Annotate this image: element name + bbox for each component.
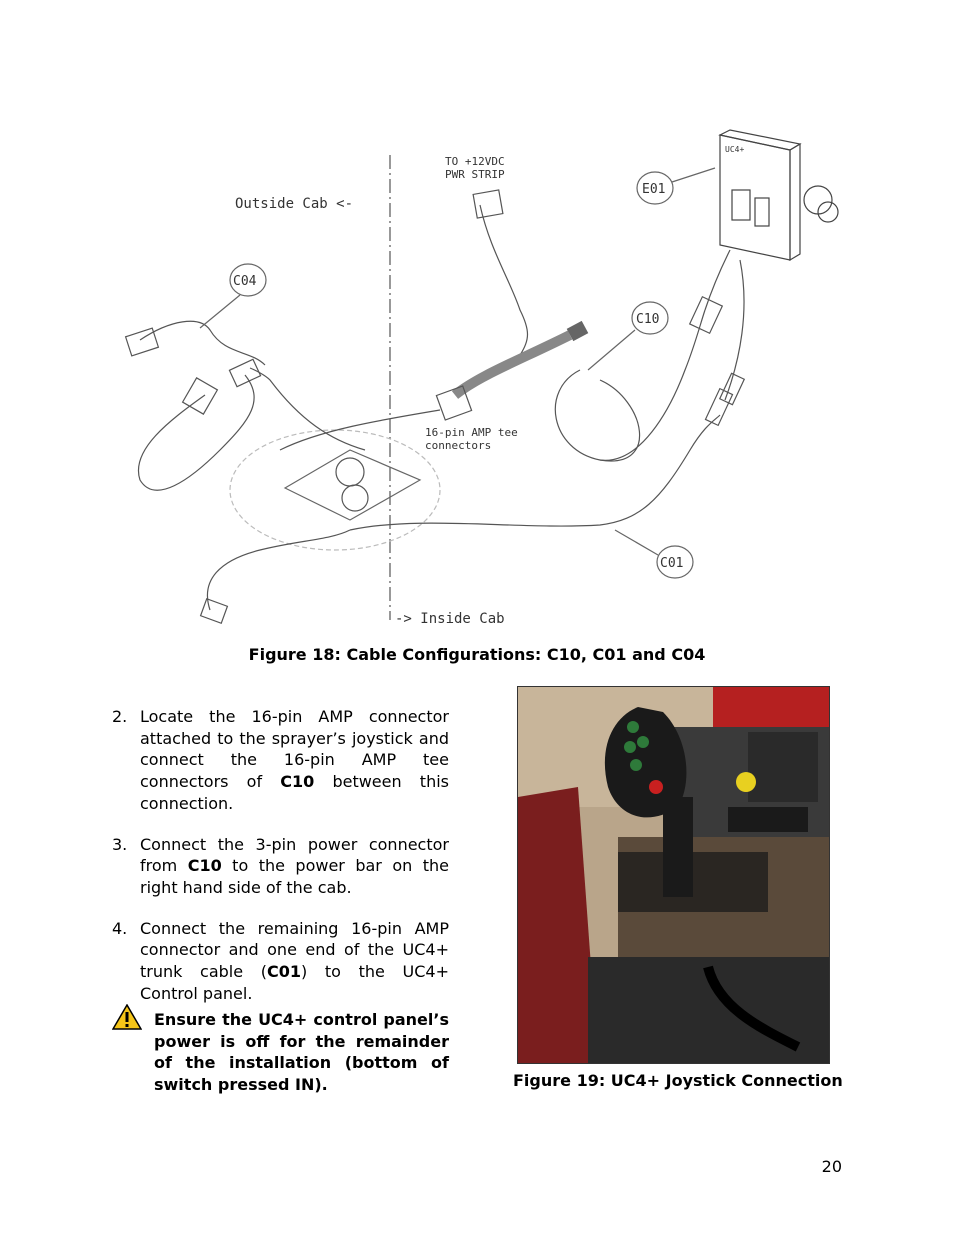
step-number: 2. xyxy=(112,707,128,726)
step-number: 4. xyxy=(112,918,128,938)
c10-cable xyxy=(280,190,730,461)
step-4 xyxy=(112,918,449,1005)
callouts xyxy=(200,168,715,578)
tee-connectors-label-2: connectors xyxy=(425,439,492,452)
step-text: Connect the 3-pin power connector from C10 to the power bar on the right hand side of the cab. xyxy=(140,834,449,897)
inside-cab-label: -> Inside Cab xyxy=(395,611,505,627)
step-text: Connect the remaining 16-pin AMP connector and one end of the UC4+ trunk cable (C01) to the UC4+ Control panel. xyxy=(140,918,450,1003)
c04-cable xyxy=(126,321,365,490)
e01-label: E01 xyxy=(642,182,666,197)
page-number: 20 xyxy=(821,1157,842,1176)
power-strip-label-2: PWR STRIP xyxy=(445,168,505,181)
figure-18-caption: Figure 18: Cable Configurations: C10, C01 and C04 xyxy=(248,645,706,664)
step-number: 3. xyxy=(112,834,128,854)
c10-label: C10 xyxy=(636,312,660,327)
joystick-photo xyxy=(517,686,830,1064)
outside-cab-label: Outside Cab <- xyxy=(235,196,354,212)
panel-logo: UC4+ xyxy=(725,145,745,154)
c04-label: C04 xyxy=(233,274,257,289)
mount-plate xyxy=(230,430,440,550)
figure-19-caption: Figure 19: UC4+ Joystick Connection xyxy=(513,1071,843,1090)
warning-note xyxy=(112,1004,449,1096)
instruction-steps xyxy=(112,706,449,1023)
power-strip-label-1: TO +12VDC xyxy=(445,155,505,168)
c01-label: C01 xyxy=(660,556,684,571)
warning-triangle-icon xyxy=(112,1004,154,1096)
tee-connectors-label-1: 16-pin AMP tee xyxy=(425,426,518,439)
step-2 xyxy=(112,706,449,815)
warning-text: Ensure the UC4+ control panel’s power is off for the remainder of the installation (bottom of switch pressed IN). xyxy=(154,1010,449,1095)
step-text: Locate the 16-pin AMP connector attached to the sprayer’s joystick and connect the 16-pin AMP tee connectors of C10 between this connection. xyxy=(140,707,449,813)
cable-diagram xyxy=(100,120,850,640)
step-3 xyxy=(112,834,449,899)
